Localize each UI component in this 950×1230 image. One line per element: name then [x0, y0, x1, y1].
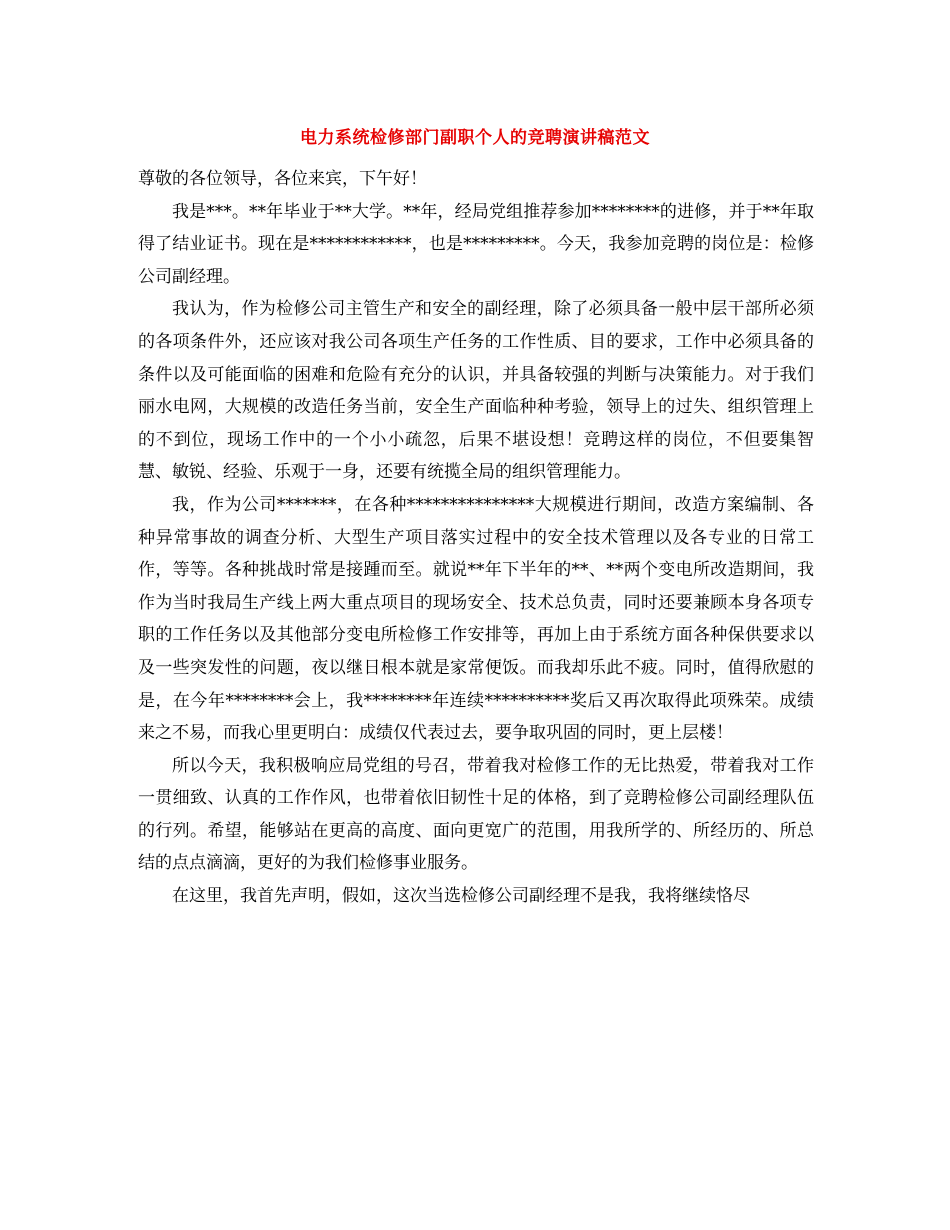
paragraph-motivation: 所以今天，我积极响应局党组的号召，带着我对检修工作的无比热爱，带着我对工作一贯细致、认真的工作作风，也带着依旧韧性十足的体格，到了竞聘检修公司副经理队伍的行列。希望，能够站在更高的高度、面向更宽广的范围，用我所学的、所经历的、所总结的点点滴滴，更好的为我们检修事业服务。: [138, 755, 814, 874]
paragraph-introduction: 我是***。**年毕业于**大学。**年，经局党组推荐参加********的进修，并于**年取得了结业证书。现在是************，也是*********。今天，我参加竞聘的岗位是：检修公司副经理。: [138, 201, 814, 287]
paragraph-experience: 我，作为公司*******，在各种***************大规模进行期间，改造方案编制、各种异常事故的调查分析、大型生产项目落实过程中的安全技术管理以及各专业的日常工作，等等。各种挑战时常是接踵而至。就说**年下半年的**、**两个变电所改造期间，我作为当时我局生产线上两大重点项目的现场安全、技术总负责，同时还要兼顾本身各项专职的工作任务以及其他部分变电所检修工作安排等，再加上由于系统方面各种保供要求以及一些突发性的问题，夜以继日根本就是家常便饭。而我却乐此不疲。同时，值得欣慰的是，在今年********会上，我********年连续**********奖后又再次取得此项殊荣。成绩来之不易，而我心里更明白：成绩仅代表过去，要争取巩固的同时，更上层楼！: [138, 494, 814, 744]
document-title: 电力系统检修部门副职个人的竞聘演讲稿范文: [300, 128, 650, 148]
greeting-paragraph: 尊敬的各位领导，各位来宾，下午好！: [138, 169, 427, 189]
document-body: [138, 163, 814, 913]
paragraph-role-understanding: 我认为，作为检修公司主管生产和安全的副经理，除了必须具备一般中层干部所必须的各项条件外，还应该对我公司各项生产任务的工作性质、目的要求，工作中必须具备的条件以及可能面临的困难和危险有充分的认识，并具备较强的判断与决策能力。对于我们丽水电网，大规模的改造任务当前，安全生产面临种种考验，领导上的过失、组织管理上的不到位，现场工作中的一个小小疏忽，后果不堪设想！竞聘这样的岗位，不但要集智慧、敏锐、经验、乐观于一身，还要有统揽全局的组织管理能力。: [138, 299, 814, 483]
paragraph-statement: 在这里，我首先声明，假如，这次当选检修公司副经理不是我，我将继续恪尽: [172, 886, 750, 907]
